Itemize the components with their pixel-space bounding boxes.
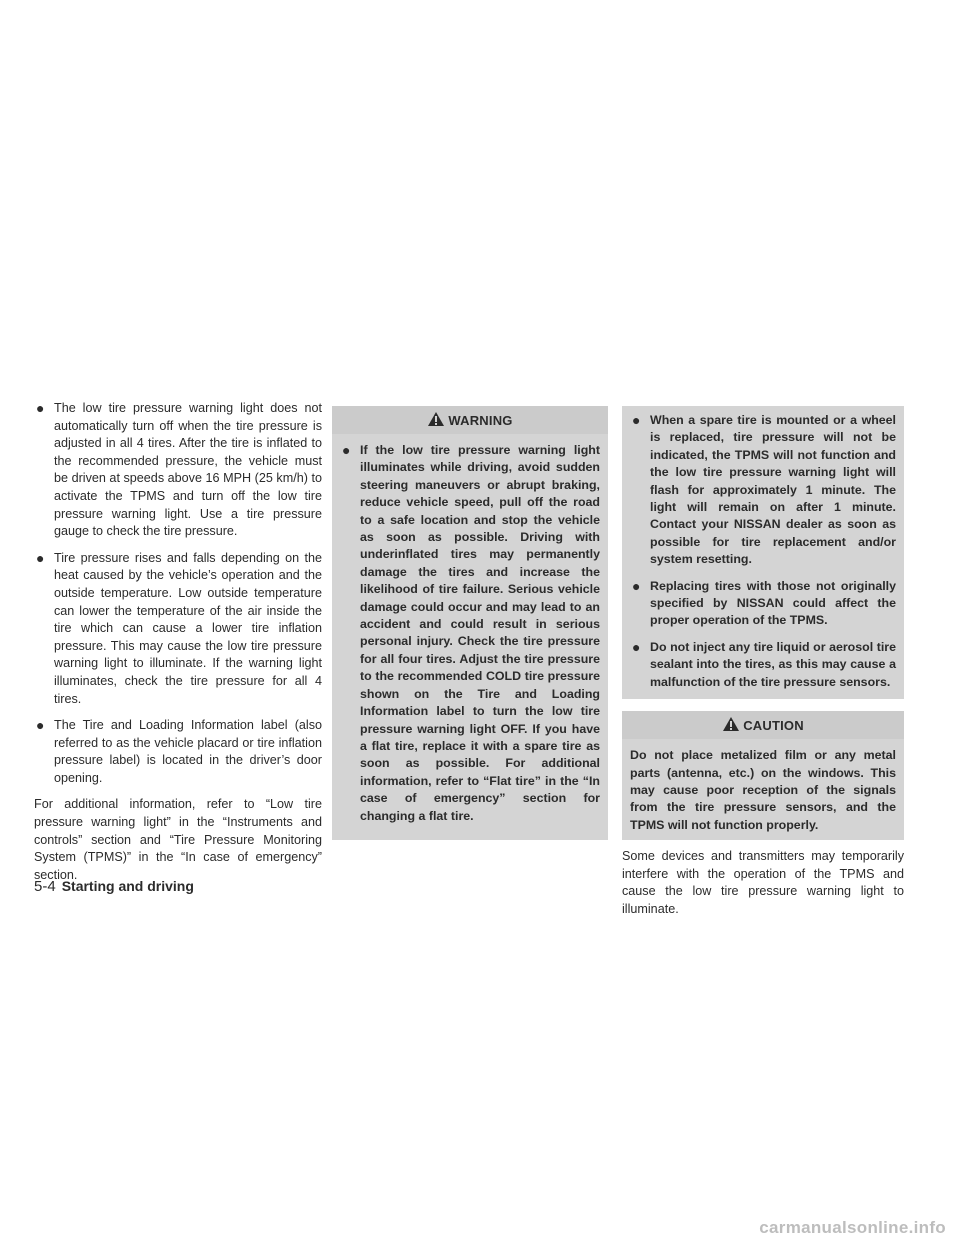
warning-triangle-icon xyxy=(427,411,448,430)
section-title: Starting and driving xyxy=(61,878,194,894)
warning-triangle-icon xyxy=(722,716,743,735)
caution-title: CAUTION xyxy=(743,717,804,733)
list-item xyxy=(630,578,896,630)
list-item xyxy=(34,717,322,787)
watermark: carmanualsonline.info xyxy=(759,1218,946,1237)
bullet-icon: ● xyxy=(342,442,351,458)
warning-text: When a spare tire is mounted or a wheel is replaced, tire pressure will not be indicated, the TPMS will not function and the low tire pressure warning light will flash for approximately 1 minute. The light will remain on after 1 minute. Contact your NISSAN dealer as soon as possible for tire replacement and/or system resetting. xyxy=(650,413,896,567)
list-item xyxy=(630,412,896,569)
list-item-text: The Tire and Loading Information label (also referred to as the vehicle placard or tire inflation pressure label) is located in the driver’s door opening. xyxy=(54,718,322,785)
body-paragraph: Some devices and transmitters may temporarily interfere with the operation of the TPMS and cause the low tire pressure warning light to illuminate. xyxy=(622,849,904,916)
bullet-icon: ● xyxy=(36,400,45,416)
column-middle xyxy=(332,400,608,840)
list-item xyxy=(630,639,896,691)
warning-header xyxy=(332,406,608,434)
column-right xyxy=(622,400,904,927)
bullet-icon: ● xyxy=(632,638,641,655)
list-item xyxy=(34,550,322,708)
warning-box xyxy=(332,406,608,840)
warning-text: If the low tire pressure warning light illuminates while driving, avoid sudden steering maneuvers or abrupt braking, reduce vehicle speed, pull off the road to a safe location and stop the vehicle as soon as possible. Driving with underinflated tires may permanently damage the tires and increase the likelihood of tire failure. Serious vehicle damage could occur and may lead to an accident and could result in serious personal injury. Check the tire pressure for all four tires. Adjust the tire pressure to the recommended COLD tire pressure shown on the Tire and Loading Information label to turn the low tire pressure warning light OFF. If you have a flat tire, replace it with a spare tire as soon as possible. For additional information, refer to “Flat tire” in the “In case of emergency” section for changing a flat tire. xyxy=(360,443,600,823)
list-item-text: Tire pressure rises and falls depending on the heat caused by the vehicle’s operation and the outside temperature. Low outside temperature can lower the temperature of the air inside the tire which can cause a lower tire inflation pressure. This may cause the low tire pressure warning light to illuminate. If the warning light illuminates, check the tire pressure for all 4 tires. xyxy=(54,550,322,706)
bullet-icon: ● xyxy=(632,577,641,594)
page-footer xyxy=(34,878,194,895)
list-item-text: The low tire pressure warning light does not automatically turn off when the tire pressure is adjusted in all 4 tires. After the tire is inflated to the recommended pressure, the vehicle must be driven at speeds above 16 MPH (25 km/h) to activate the TPMS and turn off the low tire pressure warning light. Use a tire pressure gauge to check the tire pressure. xyxy=(54,401,322,539)
caution-box xyxy=(622,711,904,840)
caution-body xyxy=(622,739,904,840)
caution-text: Do not place metalized film or any metal parts (antenna, etc.) on the windows. This may cause poor reception of the signals from the tire pressure sensors, and the TPMS will not function properly. xyxy=(630,748,896,832)
caution-header xyxy=(622,711,904,739)
warning-text: Do not inject any tire liquid or aerosol tire sealant into the tires, as this may cause a malfunction of the tire pressure sensors. xyxy=(650,639,896,689)
warning-title: WARNING xyxy=(448,412,513,428)
page-number: 5-4 xyxy=(34,878,56,895)
warning-text: Replacing tires with those not originally specified by NISSAN could affect the proper operation of the TPMS. xyxy=(650,578,896,628)
body-section xyxy=(622,848,904,918)
bullet-icon: ● xyxy=(632,412,641,428)
column-left xyxy=(34,400,322,892)
list-item xyxy=(340,442,600,825)
list-item xyxy=(34,400,322,541)
bullet-icon: ● xyxy=(36,717,45,734)
bullet-icon: ● xyxy=(36,549,45,566)
body-paragraph: For additional information, refer to “Low tire pressure warning light” in the “Instruments and controls” section and “Tire Pressure Monitoring System (TPMS)” in the “In case of emergency” section. xyxy=(34,797,322,882)
warning-body xyxy=(332,434,608,840)
warning-box-continued xyxy=(622,406,904,699)
